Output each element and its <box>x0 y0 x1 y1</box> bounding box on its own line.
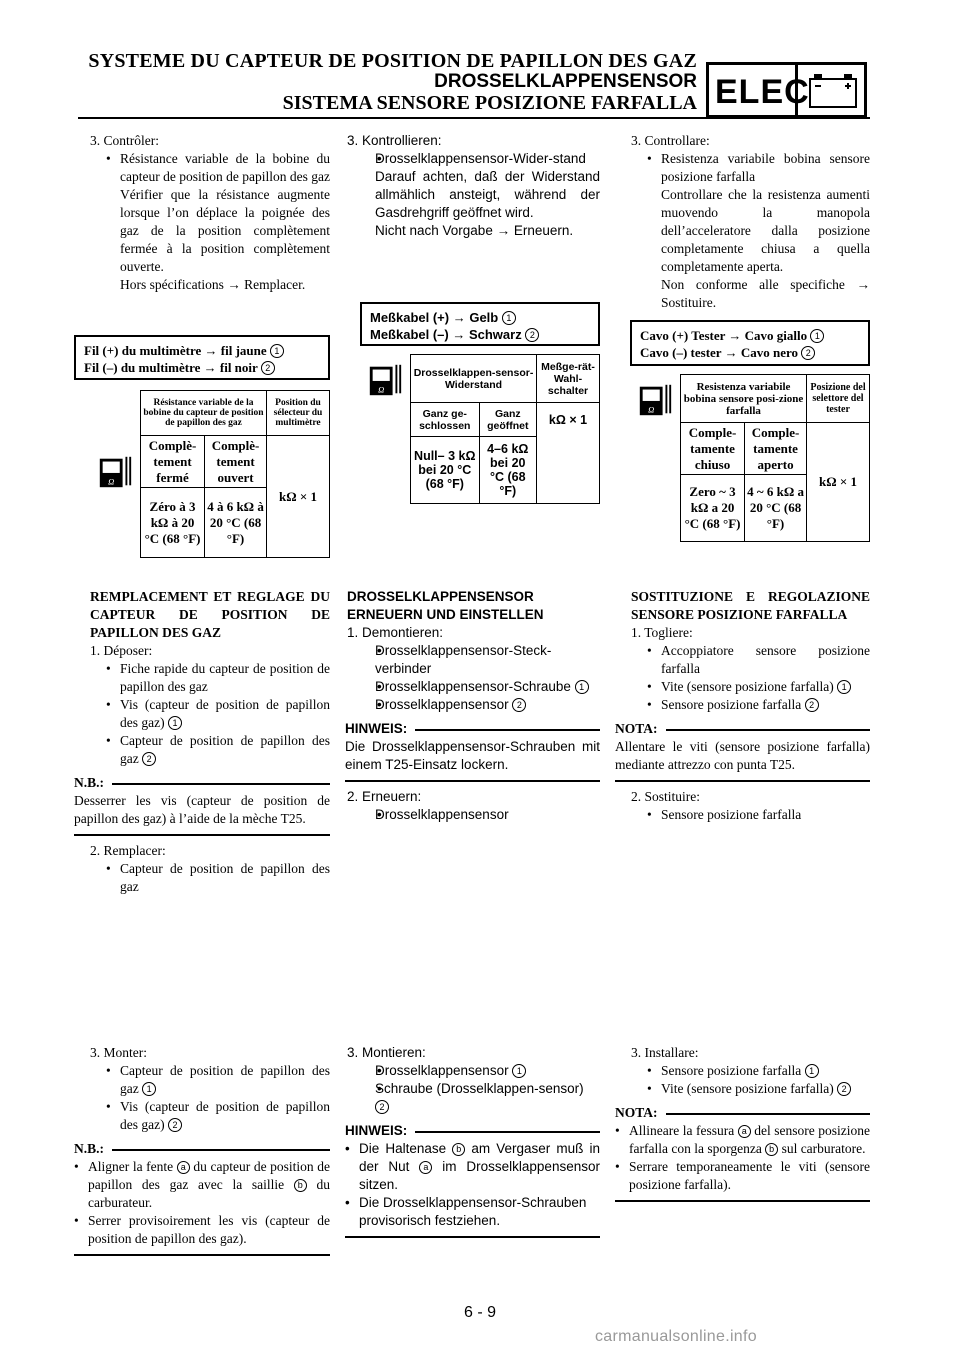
callout-1: 1 <box>805 1064 819 1078</box>
elec-label: ELEC <box>715 73 810 111</box>
fr-th-open: Complè-tement ouvert <box>205 436 267 488</box>
fr-section-replace <box>74 588 330 896</box>
de-section-control <box>345 132 600 240</box>
callout-b: b <box>294 1179 307 1192</box>
it-bullet: • Resistenza variabile bobina sensore posizione farfalla <box>615 150 870 186</box>
de-val-closed: Null– 3 kΩ bei 20 °C (68 °F) <box>411 437 480 504</box>
fr-s3-b2: • Vis (capteur de position de papillon des gaz) 2 <box>74 1098 330 1134</box>
fr-s3-b1: • Capteur de position de papillon des gaz 1 <box>74 1062 330 1098</box>
callout-1: 1 <box>512 1064 526 1078</box>
fr-th-selector: Position du sélecteur du multimètre <box>267 391 330 436</box>
de-s3-n2: • Die Drosselklappensensor-Schrauben provisorisch festziehen. <box>345 1194 600 1230</box>
it-th-closed: Comple-tamente chiuso <box>681 423 745 475</box>
fr-s2-note: Desserrer les vis (capteur de position de papillon des gaz) à l’aide de la mèche T25. <box>74 793 330 826</box>
it-s3-b2: • Vite (sensore posizione farfalla) 2 <box>615 1080 870 1098</box>
de-s2-step1: 1. Demontieren: <box>347 625 444 640</box>
de-selector-value: kΩ × 1 <box>537 403 600 504</box>
de-s2-b2: • Drosselklappensensor-Schraube 1 <box>345 678 600 696</box>
callout-2: 2 <box>525 328 539 342</box>
it-s3-note-end <box>615 1200 870 1202</box>
ohmmeter-icon <box>360 355 411 504</box>
title-fr: SYSTEME DU CAPTEUR DE POSITION DE PAPILLON DES GAZ <box>88 50 697 72</box>
callout-1: 1 <box>810 329 824 343</box>
de-s2-note-head: HINWEIS: <box>345 720 600 738</box>
de-probe-line2: Meßkabel (–) → Schwarz 2 <box>370 326 590 343</box>
fr-bullet: • Résistance variable de la bobine du capteur de position de papillon des gaz <box>74 150 330 186</box>
fr-s2-b3: • Capteur de position de papillon des gaz 2 <box>74 732 330 768</box>
fr-val-open: 4 à 6 kΩ à 20 °C (68 °F) <box>205 488 267 558</box>
de-bullet: • Drosselklappensensor-Wider-stand <box>345 150 600 168</box>
it-th-open: Comple-tamente aperto <box>745 423 807 475</box>
page-number: 6 - 9 <box>463 1304 496 1321</box>
callout-2: 2 <box>512 698 526 712</box>
de-probe-box <box>360 302 600 346</box>
fr-s3-n1: • Aligner la fente a du capteur de position de papillon des gaz avec la saillie b du carburateur. <box>74 1158 330 1212</box>
title-de: DROSSELKLAPPENSENSOR <box>434 71 697 92</box>
fr-val-closed: Zéro à 3 kΩ à 20 °C (68 °F) <box>141 488 205 558</box>
callout-2: 2 <box>261 361 275 375</box>
callout-a: a <box>419 1161 432 1174</box>
it-section-install <box>615 1044 870 1208</box>
de-probe-line1: Meßkabel (+) → Gelb 1 <box>370 309 590 326</box>
it-s2-title: SOSTITUZIONE E REGOLAZIONE SENSORE POSIZIONE FARFALLA <box>631 589 870 622</box>
it-s2-b4: • Sensore posizione farfalla <box>615 806 870 824</box>
de-val-open: 4–6 kΩ bei 20 °C (68 °F) <box>479 437 536 504</box>
de-section-replace <box>345 588 600 824</box>
fr-selector-value: kΩ × 1 <box>267 436 330 558</box>
it-selector-value: kΩ × 1 <box>807 423 870 542</box>
de-section-install <box>345 1044 600 1244</box>
battery-icon <box>795 65 866 115</box>
it-section-replace <box>615 588 870 824</box>
it-out: Non conforme alle specifiche → Sostituire. <box>661 277 870 310</box>
it-section-control <box>615 132 870 312</box>
callout-1: 1 <box>168 716 182 730</box>
fr-th-resistance: Résistance variable de la bobine du capteur de position de papillon des gaz <box>141 391 267 436</box>
fr-text: Vérifier que la résistance augmente lorsque l’on déplace la poignée des gaz de la position complètement fermée à la position complètement ouverte. <box>120 187 330 274</box>
it-s2-step2: 2. Sostituire: <box>631 789 701 804</box>
fr-th-closed: Complè-tement fermé <box>141 436 205 488</box>
watermark: carmanualsonline.info <box>595 1328 757 1345</box>
it-val-open: 4 ~ 6 kΩ a 20 °C (68 °F) <box>745 475 807 542</box>
fr-probe-line1: Fil (+) du multimètre → fil jaune 1 <box>84 342 320 359</box>
it-spec-table <box>630 374 870 542</box>
fr-s3-note-head: N.B.: <box>74 1140 330 1158</box>
it-val-closed: Zero ~ 3 kΩ a 20 °C (68 °F) <box>681 475 745 542</box>
fr-s2-b4: • Capteur de position de papillon des gaz <box>74 860 330 896</box>
title-it: SISTEMA SENSORE POSIZIONE FARFALLA <box>282 92 697 114</box>
de-s2-note: Die Drosselklappensensor-Schrauben mit einem T25-Einsatz lockern. <box>345 739 600 772</box>
callout-2: 2 <box>375 1100 389 1114</box>
de-s3-b1: • Drosselklappensensor 1 <box>345 1062 600 1080</box>
de-th-selector: Meßge-rät-Wahl-schalter <box>537 355 600 403</box>
de-s3-note-end <box>345 1236 600 1238</box>
fr-s3-note-end <box>74 1254 330 1256</box>
fr-s2-step1: 1. Déposer: <box>90 643 153 658</box>
it-th-resistance: Resistenza variabile bobina sensore posi-zione farfalla <box>681 375 807 423</box>
de-s2-b1: • Drosselklappensensor-Steck-verbinder <box>345 642 600 678</box>
de-text: Darauf achten, daß der Widerstand allmählich ansteigt, während der Gasdrehgriff geöffnet wird. <box>375 169 600 220</box>
de-s3-b2: • Schraube (Drosselklappen-sensor) 2 <box>345 1080 600 1116</box>
svg-text:Ω: Ω <box>648 403 655 414</box>
de-s2-note-end <box>345 780 600 782</box>
de-out: Nicht nach Vorgabe → Erneuern. <box>375 223 574 238</box>
callout-1: 1 <box>575 680 589 694</box>
svg-text:Ω: Ω <box>108 476 115 487</box>
elec-badge <box>706 62 867 118</box>
fr-s2-b2: • Vis (capteur de position de papillon des gaz) 1 <box>74 696 330 732</box>
fr-probe-box <box>74 335 330 380</box>
it-probe-line1: Cavo (+) Tester → Cavo giallo 1 <box>640 327 860 344</box>
de-s3-n1: • Die Haltenase b am Vergaser muß in der Nut a im Drosselklappensensor sitzen. <box>345 1140 600 1194</box>
header-rule <box>78 117 870 119</box>
fr-s2-note-end <box>74 834 330 836</box>
it-s2-b2: • Vite (sensore posizione farfalla) 1 <box>615 678 870 696</box>
callout-a: a <box>177 1161 190 1174</box>
de-s2-title: DROSSELKLAPPENSENSOR ERNEUERN UND EINSTELLEN <box>347 589 544 622</box>
fr-out: Hors spécifications → Remplacer. <box>120 277 306 292</box>
de-th-resistance: Drosselklappen-sensor-Widerstand <box>411 355 537 403</box>
de-th-open: Ganz geöffnet <box>479 403 536 437</box>
it-text: Controllare che la resistenza aumenti muovendo la manopola dell’acceleratore dalla posizione completamente chiusa a quella completamente aperta. <box>661 187 870 274</box>
ohmmeter-icon <box>90 391 141 558</box>
callout-1: 1 <box>142 1082 156 1096</box>
fr-section-control <box>74 132 330 294</box>
callout-a: a <box>738 1125 751 1138</box>
fr-spec-table <box>90 390 330 558</box>
it-s2-b3: • Sensore posizione farfalla 2 <box>615 696 870 714</box>
it-probe-line2: Cavo (–) tester → Cavo nero 2 <box>640 344 860 361</box>
de-s2-b3: • Drosselklappensensor 2 <box>345 696 600 714</box>
de-s2-step2: 2. Erneuern: <box>347 789 422 804</box>
callout-2: 2 <box>168 1118 182 1132</box>
callout-2: 2 <box>837 1082 851 1096</box>
it-s2-note: Allentare le viti (sensore posizione farfalla) mediante attrezzo con punta T25. <box>615 739 870 772</box>
de-s2-b4: • Drosselklappensensor <box>345 806 600 824</box>
callout-b: b <box>765 1143 778 1156</box>
de-th-closed: Ganz ge-schlossen <box>411 403 480 437</box>
fr-s2-b1: • Fiche rapide du capteur de position de papillon des gaz <box>74 660 330 696</box>
de-s3-note-head: HINWEIS: <box>345 1122 600 1140</box>
callout-2: 2 <box>142 752 156 766</box>
fr-s3-n2: • Serrer provisoirement les vis (capteur de position de papillon des gaz). <box>74 1212 330 1248</box>
it-s3-step: 3. Installare: <box>631 1045 699 1060</box>
it-s2-b1: • Accoppiatore sensore posizione farfalla <box>615 642 870 678</box>
de-s3-step: 3. Montieren: <box>347 1045 426 1060</box>
it-step: 3. Controllare: <box>631 133 710 148</box>
callout-1: 1 <box>270 344 284 358</box>
fr-s2-title: REMPLACEMENT ET REGLAGE DU CAPTEUR DE POSITION DE PAPILLON DES GAZ <box>90 589 330 640</box>
fr-step: 3. Contrôler: <box>90 133 159 148</box>
callout-2: 2 <box>801 346 815 360</box>
it-s3-n2: • Serrare temporaneamente le viti (sensore posizione farfalla). <box>615 1158 870 1194</box>
fr-s3-step: 3. Monter: <box>90 1045 147 1060</box>
callout-b: b <box>452 1143 465 1156</box>
fr-section-install <box>74 1044 330 1262</box>
it-s3-n1: • Allineare la fessura a del sensore posizione farfalla con la sporgenza b sul carburatore. <box>615 1122 870 1158</box>
it-s2-note-end <box>615 780 870 782</box>
callout-1: 1 <box>837 680 851 694</box>
fr-probe-line2: Fil (–) du multimètre → fil noir 2 <box>84 359 320 376</box>
ohmmeter-icon <box>630 375 681 542</box>
it-s2-note-head: NOTA: <box>615 720 870 738</box>
it-th-selector: Posizione del selettore del tester <box>807 375 870 423</box>
callout-2: 2 <box>805 698 819 712</box>
svg-text:Ω: Ω <box>378 383 385 394</box>
fr-s2-note-head: N.B.: <box>74 774 330 792</box>
it-s3-b1: • Sensore posizione farfalla 1 <box>615 1062 870 1080</box>
fr-s2-step2: 2. Remplacer: <box>90 843 166 858</box>
de-step: 3. Kontrollieren: <box>347 133 442 148</box>
it-probe-box <box>630 320 870 366</box>
it-s2-step1: 1. Togliere: <box>631 625 693 640</box>
de-spec-table <box>360 354 600 504</box>
it-s3-note-head: NOTA: <box>615 1104 870 1122</box>
callout-1: 1 <box>502 311 516 325</box>
